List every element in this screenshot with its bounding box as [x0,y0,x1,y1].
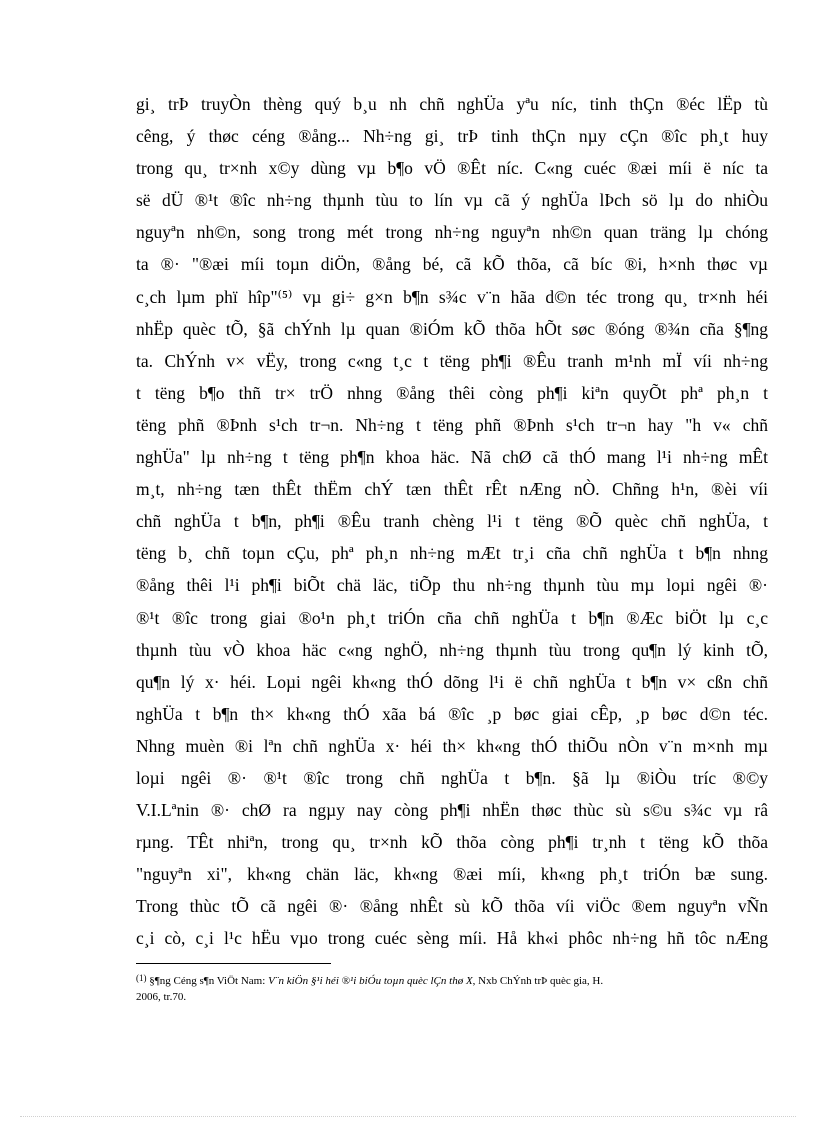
text-line: tëng b¸ chñ toµn cÇu, phª ph¸n nh÷ng mÆt tr¸i cña chñ nghÜa t b¶n nhng [136,543,768,564]
text-line: nguyªn nh©n, song trong mét trong nh÷ng nguyªn nh©n quan träng lµ chóng [136,222,768,243]
text-line: t tëng b¶o thñ tr× trÖ nhng ®ång thêi còng ph¶i kiªn quyÕt phª ph¸n t [136,382,768,403]
text-line: m¸t, nh÷ng tæn thÊt thËm chÝ tæn thÊt rÊt nÆng nÒ. Chñng h¹n, ®èi víi [136,479,768,500]
text-line: ®ång thêi l¹i ph¶i biÕt chä läc, tiÕp thu nh÷ng thµnh tùu mµ loµi ngêi ®· [136,575,768,596]
footnote-suffix: , Nxb ChÝnh trÞ quèc gia, H. [472,975,604,987]
footnote-line-2: 2006, tr.70. [136,991,187,1003]
footnote-separator [136,963,331,964]
text-line: qu¶n lý x· héi. Loµi ngêi kh«ng thÓ dõng l¹i ë chñ nghÜa t b¶n v× cßn chñ [136,671,768,692]
text-line: "nguyªn xi", kh«ng chän läc, kh«ng ®æi míi, kh«ng ph¸t triÓn bæ sung. [136,864,768,885]
text-line: nghÜa" lµ nh÷ng t tëng ph¶n khoa häc. Nã chØ cã thÓ mang l¹i nh÷ng mÊt [136,447,768,468]
text-line: tëng phñ ®Þnh s¹ch tr¬n. Nh÷ng t tëng phñ ®Þnh s¹ch tr¬n hay "h v« chñ [136,414,768,435]
footnote [136,970,768,1005]
text-line: rµng. TÊt nhiªn, trong qu¸ tr×nh kÕ thõa còng ph¶i tr¸nh t tëng kÕ thõa [136,832,768,853]
text-line: c¸ch lµm phï hîp"⁽⁵⁾ vµ gi÷ g×n b¶n s¾c v¨n hãa d©n téc trong qu¸ tr×nh héi [136,286,768,307]
text-line: V.I.Lªnin ®· chØ ra ngµy nay còng ph¶i nhËn thøc thùc sù s©u s¾c vµ râ [136,800,768,821]
text-line: nghÜa t b¶n th× kh«ng thÓ xãa bá ®îc ¸p bøc giai cÊp, ¸p bøc d©n téc. [136,703,768,724]
text-line: c¸i cò, c¸i l¹c hËu vµo trong cuéc sèng míi. Hå kh«i phôc nh÷ng hñ tôc nÆng [136,928,768,949]
text-line: cêng, ý thøc céng ®ång... Nh÷ng gi¸ trÞ tinh thÇn nµy cÇn ®îc ph¸t huy [136,126,768,147]
text-line: ®¹t ®îc trong giai ®o¹n ph¸t triÓn cña chñ nghÜa t b¶n ®Æc biÖt lµ c¸c [136,607,768,628]
text-line: ta. ChÝnh v× vËy, trong c«ng t¸c t tëng ph¶i ®Êu tranh m¹nh mÏ víi nh÷ng [136,350,768,371]
text-line: trong qu¸ tr×nh x©y dùng vµ b¶o vÖ ®Êt níc. C«ng cuéc ®æi míi ë níc ta [136,158,768,179]
footnote-prefix: §¶ng Céng s¶n ViÖt Nam: [146,975,269,987]
footnote-line-1 [136,970,768,989]
text-line: ta ®· "®æi míi toµn diÖn, ®ång bé, cã kÕ thõa, cã bíc ®i, h×nh thøc vµ [136,254,768,275]
body-paragraph [136,88,768,955]
text-line: gi¸ trÞ truyÒn thèng quý b¸u nh chñ nghÜa yªu níc, tinh thÇn ®éc lËp tù [136,94,768,114]
text-line: thµnh tùu vÒ khoa häc c«ng nghÖ, nh÷ng thµnh tùu trong qu¶n lý kinh tÕ, [136,639,768,660]
text-line: loµi ngêi ®· ®¹t ®îc trong chñ nghÜa t b¶n. §ã lµ ®iÒu tríc ®©y [136,767,768,788]
page-edge [20,1116,796,1117]
text-line: nhËp quèc tÕ, §ã chÝnh lµ quan ®iÓm kÕ thõa hÕt søc ®óng ®¾n cña §¶ng [136,318,768,339]
footnote-title: V¨n kiÖn §¹i héi ®¹i biÓu toµn quèc lÇn thø X [268,975,473,987]
text-line: chñ nghÜa t b¶n, ph¶i ®Êu tranh chèng l¹i t tëng ®Õ quèc chñ nghÜa, t [136,511,768,532]
footnote-marker: (1) [136,973,147,983]
text-line: Trong thùc tÕ cã ngêi ®· ®ång nhÊt sù kÕ thõa víi viÖc ®em nguyªn vÑn [136,896,768,917]
text-line: së dÜ ®¹t ®îc nh÷ng thµnh tùu to lín vµ cã ý nghÜa lÞch sö lµ do nhiÒu [136,190,768,211]
text-line: Nhng muèn ®i lªn chñ nghÜa x· héi th× kh«ng thÓ thiÕu nÒn v¨n m×nh mµ [136,735,768,756]
